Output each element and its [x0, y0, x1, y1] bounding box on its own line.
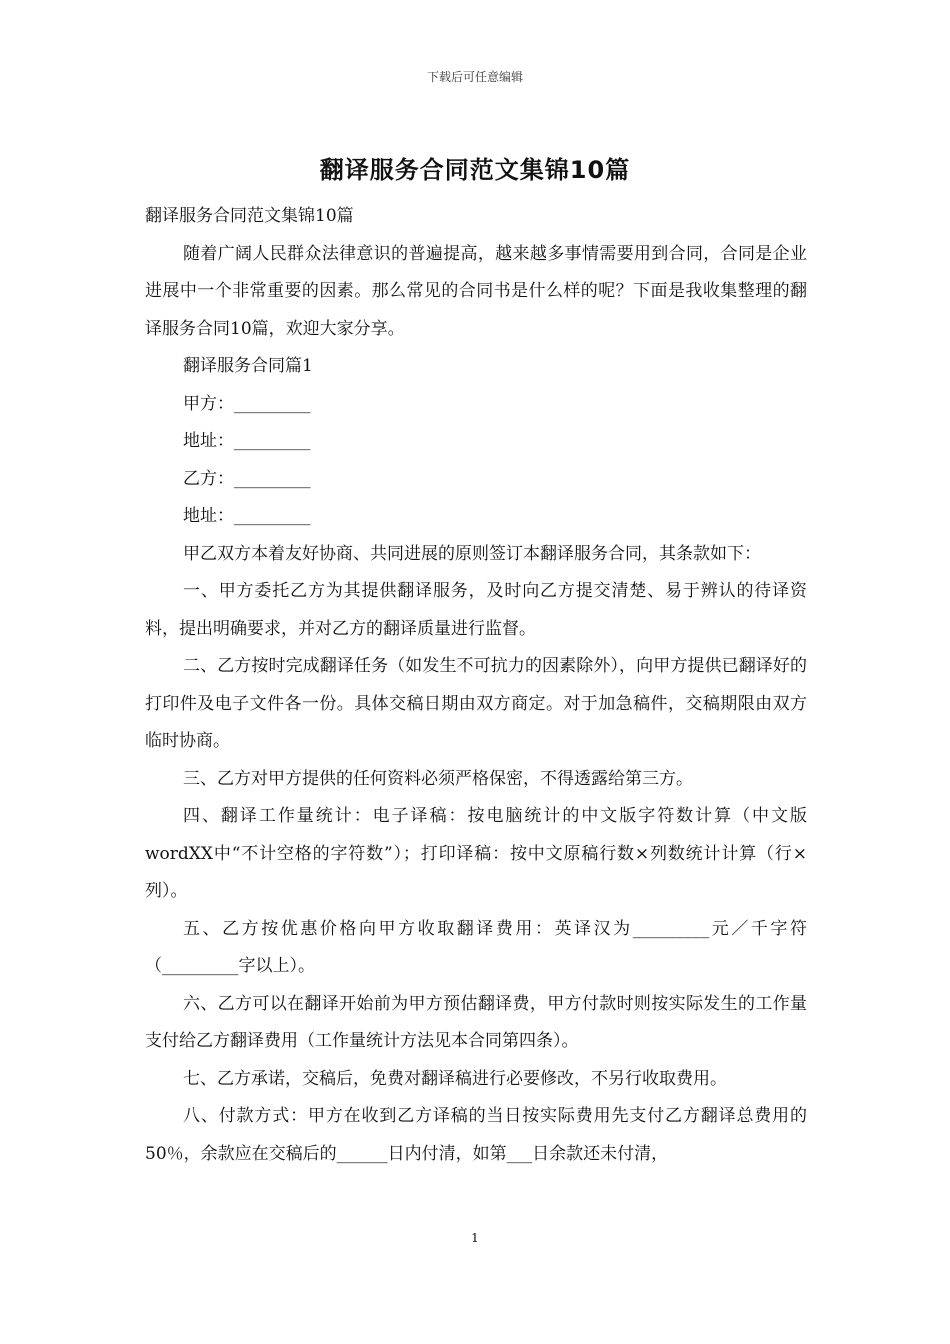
paragraph: 七、乙方承诺，交稿后，免费对翻译稿进行必要修改，不另行收取费用。: [183, 1068, 727, 1089]
paragraph: 随着广阔人民群众法律意识的普遍提高，越来越多事情需要用到合同，合同是企业进展中一个非常重要的因素。那么常见的合同书是什么样的呢？下面是我收集整理的翻译服务合同10篇，欢迎大家分享。: [145, 243, 807, 339]
paragraph: 二、乙方按时完成翻译任务（如发生不可抗力的因素除外），向甲方提供已翻译好的打印件及电子文件各一份。具体交稿日期由双方商定。对于加急稿件，交稿期限由双方临时协商。: [145, 656, 807, 751]
paragraph: 翻译服务合同范文集锦10篇: [145, 206, 354, 226]
paragraph: 八、付款方式：甲方在收到乙方译稿的当日按实际费用先支付乙方翻译总费用的50％，余款应在交稿后的______日内付清，如第___日余款还未付清，: [145, 1106, 807, 1164]
paragraph: 乙方：_________: [183, 468, 311, 489]
paragraph: 翻译服务合同篇1: [183, 356, 313, 376]
document-body: [145, 198, 807, 1173]
paragraph: 地址：_________: [183, 506, 311, 526]
paragraph: 五、乙方按优惠价格向甲方收取翻译费用：英译汉为_________元／千字符（_________字以上）。: [145, 918, 807, 976]
paragraph: 甲方：_________: [183, 393, 311, 414]
paragraph: 地址：_________: [183, 431, 311, 451]
paragraph: 甲乙双方本着友好协商、共同进展的原则签订本翻译服务合同，其条款如下：: [183, 543, 761, 564]
page-header: 下载后可任意编辑: [426, 70, 523, 84]
paragraph: 三、乙方对甲方提供的任何资料必须严格保密，不得透露给第三方。: [183, 768, 693, 789]
document-title: 翻译服务合同范文集锦10篇: [319, 156, 631, 184]
page-number: 1: [471, 1231, 479, 1245]
paragraph: 六、乙方可以在翻译开始前为甲方预估翻译费，甲方付款时则按实际发生的工作量支付给乙方翻译费用（工作量统计方法见本合同第四条）。: [145, 993, 807, 1051]
paragraph: 一、甲方委托乙方为其提供翻译服务，及时向乙方提交清楚、易于辨认的待译资料，提出明确要求，并对乙方的翻译质量进行监督。: [145, 581, 807, 639]
paragraph: 四、翻译工作量统计：电子译稿：按电脑统计的中文版字符数计算（中文版wordXX中“不计空格的字符数”）；打印译稿：按中文原稿行数×列数统计计算（行×列）。: [145, 806, 807, 901]
